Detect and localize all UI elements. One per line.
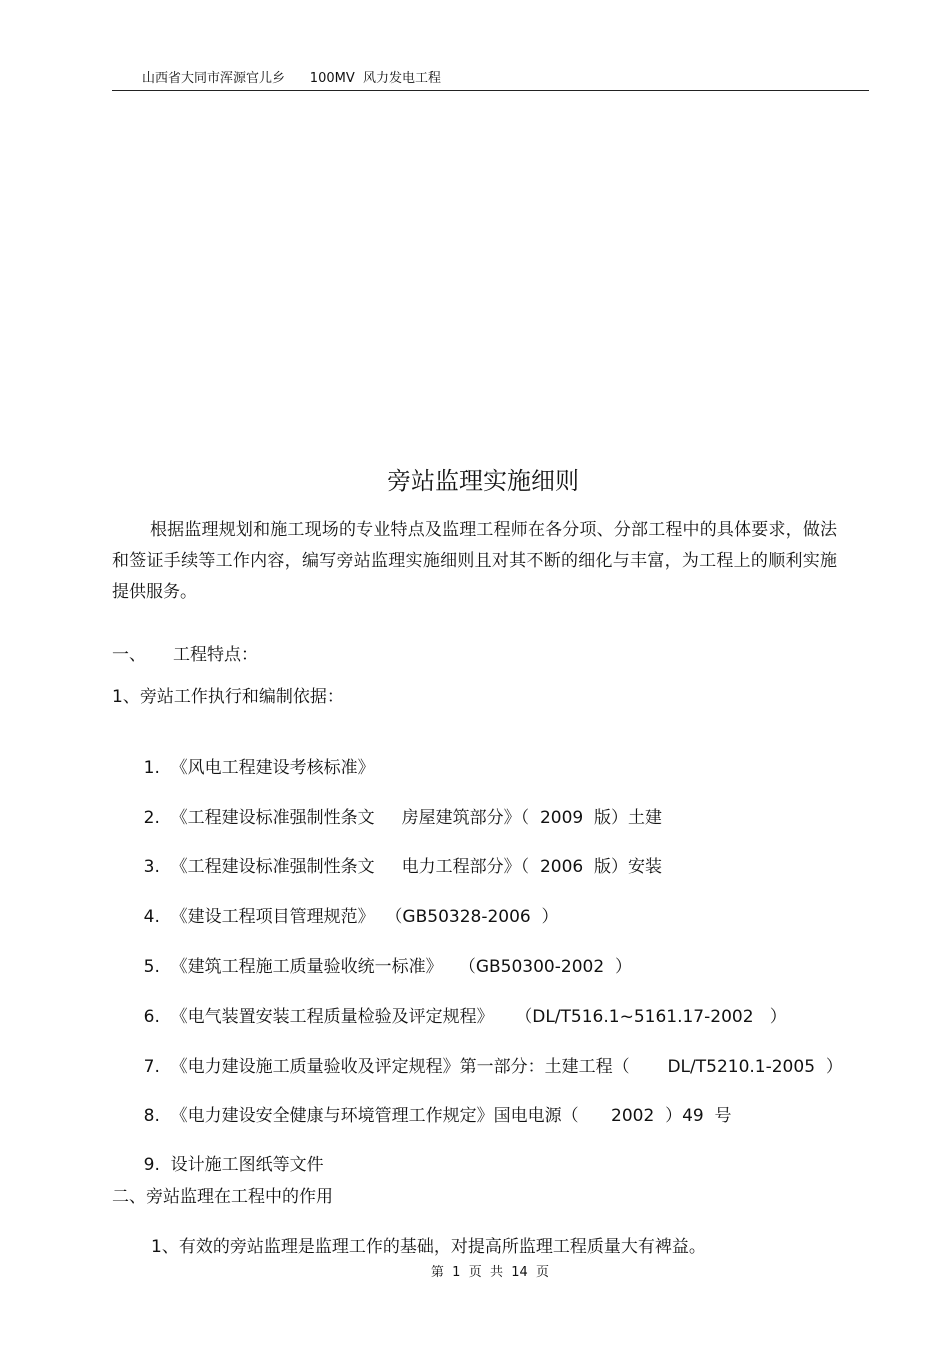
document-title: 旁站监理实施细则 bbox=[387, 467, 579, 495]
reference-text: 《电气装置安装工程质量检验及评定规程》 （DL/T516.1~5161.17-2002 ） bbox=[170, 1007, 787, 1027]
reference-text: 《工程建设标准强制性条文 房屋建筑部分》（ 2009 版）土建 bbox=[170, 808, 663, 828]
reference-number: 5. bbox=[143, 957, 160, 977]
header-divider bbox=[112, 90, 869, 91]
reference-number: 6. bbox=[143, 1007, 160, 1027]
page-header: 山西省大同市浑源官儿乡 100MV 风力发电工程 bbox=[142, 71, 441, 86]
intro-paragraph: 根据监理规划和施工现场的专业特点及监理工程师在各分项、分部工程中的具体要求，做法和签证手续等工作内容，编写旁站监理实施细则且对其不断的细化与丰富，为工程上的顺利实施提供服务。 bbox=[112, 520, 837, 602]
reference-text: 《工程建设标准强制性条文 电力工程部分》（ 2006 版）安装 bbox=[170, 857, 663, 877]
subsection-heading-1: 1、旁站工作执行和编制依据： bbox=[112, 687, 344, 707]
reference-number: 4. bbox=[143, 907, 160, 927]
section-heading-1: 一、 工程特点： bbox=[112, 645, 259, 665]
reference-number: 8. bbox=[143, 1106, 160, 1126]
section-2-item-1: 1、有效的旁站监理是监理工作的基础，对提高所监理工程质量大有裨益。 bbox=[151, 1237, 706, 1257]
reference-number: 2. bbox=[143, 808, 160, 828]
reference-text: 《建筑工程施工质量验收统一标准》 （GB50300-2002 ） bbox=[170, 957, 632, 977]
reference-number: 3. bbox=[143, 857, 160, 877]
reference-text: 《电力建设安全健康与环境管理工作规定》国电电源（ 2002 ）49 号 bbox=[170, 1106, 732, 1126]
reference-number: 9. bbox=[143, 1155, 160, 1175]
reference-number: 1. bbox=[143, 758, 160, 778]
reference-text: 设计施工图纸等文件 bbox=[170, 1155, 324, 1175]
reference-text: 《电力建设施工质量验收及评定规程》第一部分：土建工程（ DL/T5210.1-2005 ） bbox=[170, 1057, 843, 1077]
section-heading-2: 二、旁站监理在工程中的作用 bbox=[112, 1187, 333, 1207]
reference-text: 《建设工程项目管理规范》 （GB50328-2006 ） bbox=[170, 907, 559, 927]
page-footer: 第 1 页 共 14 页 bbox=[430, 1265, 550, 1280]
reference-number: 7. bbox=[143, 1057, 160, 1077]
reference-text: 《风电工程建设考核标准》 bbox=[170, 758, 375, 778]
